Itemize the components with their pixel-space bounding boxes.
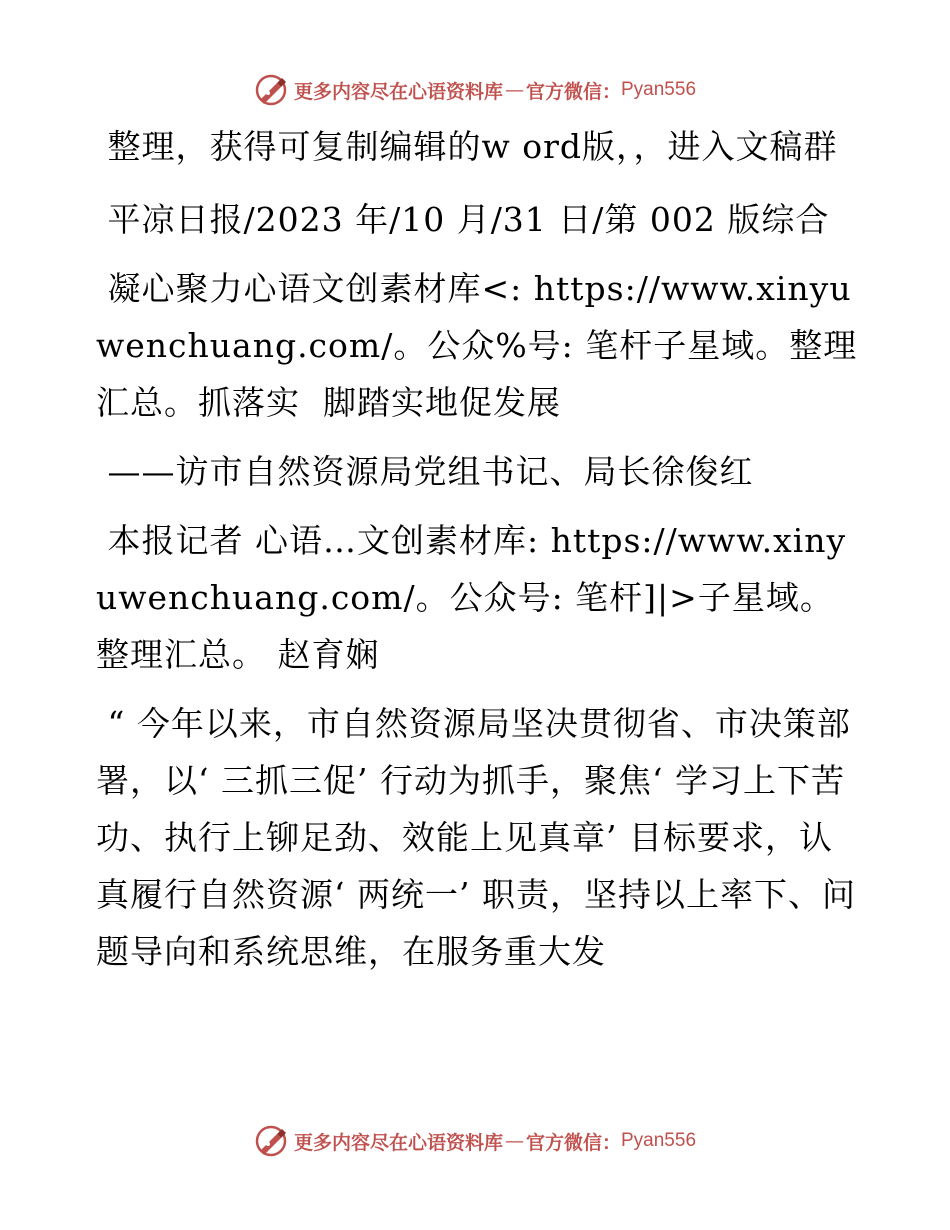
header-banner[interactable]: [0, 70, 950, 110]
paragraph-body: “ 今年以来，市自然资源局坚决贯彻省、市决策部署，以‘ 三抓三促’ 行动为抓手，聚焦‘ 学习上下苦功、执行上铆足劲、效能上见真章’ 目标要求，认真履行自然资源‘ 两统一’ 职责，坚持以上率下、问题导向和系统思维，在服务重大发: [96, 704, 856, 971]
banner-separator: —: [504, 79, 524, 101]
banner-contact-id: Pyan556: [621, 79, 697, 100]
fountain-pen-logo-icon: [254, 1124, 288, 1158]
banner-contact-id: Pyan556: [621, 1130, 697, 1151]
paragraph-byline: 本报记者 心语…文创素材库: https://www.xinyuwenchuang.com/。公众号: 笔杆]|>子星域。整理汇总。 赵育娴: [96, 521, 847, 674]
document-body: [96, 118, 866, 980]
paragraph-source-line: 平凉日报/2023 年/10 月/31 日/第 002 版综合: [96, 200, 830, 239]
fountain-pen-logo-icon: [254, 73, 288, 107]
paragraph-intro: 整理，获得可复制编辑的w ord版，，进入文稿群: [96, 127, 838, 166]
banner-separator: —: [504, 1130, 524, 1152]
footer-banner[interactable]: [0, 1121, 950, 1161]
banner-contact-label: 官方微信：: [525, 1131, 621, 1154]
banner-main-text: 更多内容尽在心语资料库: [293, 80, 503, 103]
paragraph-headline: 凝心聚力心语文创素材库<: https://www.xinyuwenchuang.com/。公众%号: 笔杆子星域。整理汇总。抓落实 脚踏实地促发展: [96, 269, 858, 422]
banner-contact-label: 官方微信：: [525, 80, 621, 103]
paragraph-subheadline: ——访市自然资源局党组书记、局长徐俊红: [96, 452, 754, 491]
banner-main-text: 更多内容尽在心语资料库: [293, 1131, 503, 1154]
